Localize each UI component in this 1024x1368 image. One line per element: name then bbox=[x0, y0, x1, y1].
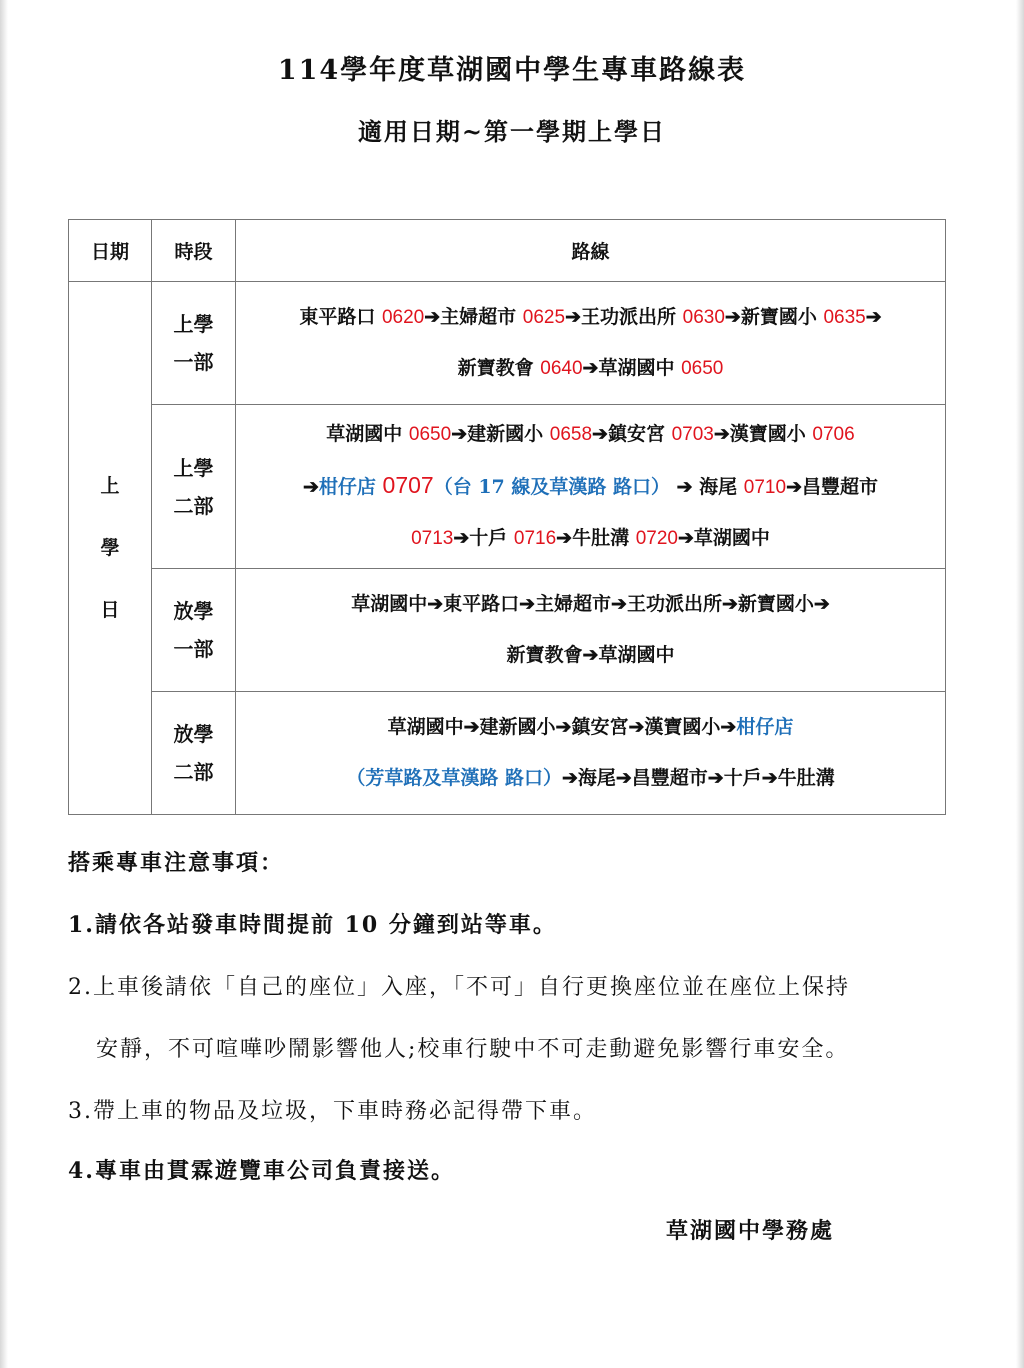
note-item-2-line-1: 2.上車後請依「自己的座位」入座，「不可」自行更換座位並在座位上保持 bbox=[68, 975, 850, 1000]
header-period: 時段 bbox=[152, 220, 236, 282]
route-stops: 新寶教會➔草湖國中 bbox=[506, 644, 675, 666]
table-row bbox=[69, 405, 946, 569]
note-item-3: 3.帶上車的物品及垃圾，下車時務必記得帶下車。 bbox=[68, 1099, 597, 1124]
departure-time: 0713 bbox=[411, 528, 454, 549]
departure-time: 0720 bbox=[635, 528, 678, 549]
header-date: 日期 bbox=[69, 220, 152, 282]
departure-time: 0620 bbox=[381, 307, 425, 328]
departure-time: 0640 bbox=[540, 358, 583, 379]
departure-time: 0716 bbox=[513, 528, 557, 549]
route-cell bbox=[236, 692, 946, 815]
route-stops: 東平路口 bbox=[299, 306, 382, 328]
departure-time: 0703 bbox=[671, 424, 714, 445]
departure-time: 0650 bbox=[408, 424, 452, 445]
signature: 草湖國中學務處 bbox=[666, 1218, 835, 1244]
route-stops: 新寶教會 bbox=[457, 357, 541, 379]
period-cell bbox=[152, 405, 236, 569]
location-note: 柑仔店 bbox=[318, 476, 383, 498]
route-stops: ➔ bbox=[865, 306, 882, 328]
route-stops: ➔牛肚溝 bbox=[556, 527, 636, 549]
departure-time: 0650 bbox=[681, 358, 724, 379]
period-cell bbox=[152, 282, 236, 405]
page-edge-right bbox=[1016, 0, 1024, 1368]
route-stops: 草湖國中➔東平路口➔主婦超市➔王功派出所➔新寶國小➔ bbox=[351, 593, 830, 615]
table-row bbox=[69, 282, 946, 405]
route-stops: 草湖國中 bbox=[326, 423, 409, 445]
route-stops: ➔十戶 bbox=[453, 527, 514, 549]
document-title: 114學年度草湖國中學生專車路線表 bbox=[277, 55, 747, 86]
route-stops: ➔主婦超市 bbox=[424, 306, 523, 328]
period-label: 上學 二部 bbox=[173, 455, 214, 518]
route-stops: ➔王功派出所 bbox=[565, 306, 683, 328]
header-route: 路線 bbox=[236, 220, 946, 282]
table-row bbox=[69, 692, 946, 815]
period-label: 放學 二部 bbox=[173, 722, 214, 784]
departure-time: 0625 bbox=[522, 307, 566, 328]
route-stops: 草湖國中➔建新國小➔鎮安宮➔漢寶國小➔ bbox=[387, 716, 737, 738]
table-row bbox=[69, 569, 946, 692]
departure-time: 0635 bbox=[823, 307, 866, 328]
departure-time: 0706 bbox=[812, 424, 855, 445]
location-note: （台 17 線及草漢路 路口） bbox=[433, 476, 671, 498]
route-stops: ➔建新國小 bbox=[451, 423, 550, 445]
page-edge-left bbox=[0, 0, 8, 1368]
departure-time: 0658 bbox=[549, 424, 593, 445]
date-value: 上 學 日 bbox=[100, 475, 120, 621]
route-stops: ➔新寶國小 bbox=[724, 306, 824, 328]
location-note: （芳草路及草漢路 路口） bbox=[346, 767, 562, 789]
route-stops: ➔草湖國中 bbox=[678, 527, 770, 549]
note-item-1: 1.請依各站發車時間提前 10 分鐘到站等車。 bbox=[68, 912, 557, 938]
route-cell bbox=[236, 282, 946, 405]
period-cell bbox=[152, 692, 236, 815]
table-header-row bbox=[69, 220, 946, 282]
route-cell bbox=[236, 405, 946, 569]
notes-heading: 搭乘專車注意事項： bbox=[68, 850, 285, 876]
note-item-4: 4.專車由貫霖遊覽車公司負責接送。 bbox=[68, 1158, 455, 1184]
period-label: 上學 一部 bbox=[173, 312, 214, 374]
route-stops: ➔海尾➔昌豐超市➔十戶➔牛肚溝 bbox=[561, 767, 835, 789]
period-cell bbox=[152, 569, 236, 692]
route-stops: ➔漢寶國小 bbox=[713, 423, 813, 445]
route-stops: ➔昌豐超市 bbox=[786, 476, 878, 498]
period-label: 放學 一部 bbox=[173, 599, 214, 661]
route-stops: ➔ bbox=[303, 476, 319, 498]
route-cell bbox=[236, 569, 946, 692]
departure-time: 0630 bbox=[682, 307, 725, 328]
date-cell bbox=[69, 282, 152, 815]
document-subtitle: 適用日期~第一學期上學日 bbox=[357, 117, 667, 146]
route-stops: ➔ 海尾 bbox=[670, 476, 744, 498]
route-stops: ➔草湖國中 bbox=[582, 357, 682, 379]
route-stops: ➔鎮安宮 bbox=[592, 423, 672, 445]
note-item-2-line-2: 安靜，不可喧嘩吵鬧影響他人;校車行駛中不可走動避免影響行車安全。 bbox=[96, 1037, 850, 1062]
departure-time: 0710 bbox=[743, 477, 787, 498]
route-table bbox=[68, 219, 946, 815]
departure-time: 0707 bbox=[382, 472, 434, 498]
location-note: 柑仔店 bbox=[736, 716, 794, 738]
